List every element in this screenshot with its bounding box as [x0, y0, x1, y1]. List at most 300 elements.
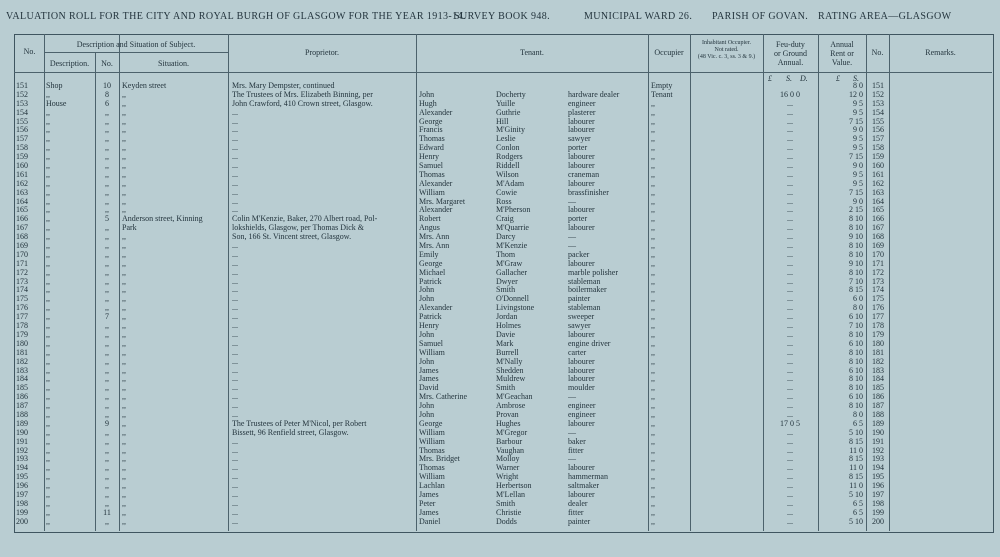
row-feu-duty: ...	[787, 348, 793, 357]
row-tenant-trade: saltmaker	[568, 482, 600, 491]
row-situation: ,,	[122, 446, 126, 455]
row-number-right: 160	[872, 162, 884, 171]
row-situation: ,,	[122, 144, 126, 153]
row-tenant-trade: packer	[568, 250, 590, 259]
row-tenant-surname: Gallacher	[496, 268, 528, 277]
row-occupier: ,,	[651, 348, 655, 357]
row-number-right: 159	[872, 153, 884, 162]
row-subject-number: ,,	[105, 126, 109, 135]
row-number: 162	[16, 179, 28, 188]
row-annual-rent: 11 0	[849, 446, 863, 455]
row-number-right: 172	[872, 268, 884, 277]
row-feu-duty: ...	[787, 259, 793, 268]
row-occupier: ,,	[651, 455, 655, 464]
row-situation: ,,	[122, 179, 126, 188]
row-proprietor: ...	[232, 410, 238, 419]
row-tenant-forename: James	[419, 366, 439, 375]
row-situation: ,,	[122, 490, 126, 499]
row-feu-duty: ...	[787, 206, 793, 215]
row-feu-duty: ...	[787, 473, 793, 482]
row-situation: Anderson street, Kinning	[122, 215, 203, 224]
row-subject-number: ,,	[105, 233, 109, 242]
row-feu-duty: ...	[787, 330, 793, 339]
table-row	[0, 420, 1000, 429]
row-subject-number: ,,	[105, 188, 109, 197]
row-description: ,,	[46, 224, 50, 233]
row-number: 192	[16, 446, 28, 455]
row-tenant-trade: —	[568, 197, 576, 206]
header-situation: Situation.	[158, 59, 189, 68]
header-proprietor: Proprietor.	[305, 48, 339, 57]
row-tenant-forename: Mrs. Bridget	[419, 455, 460, 464]
row-tenant-surname: Docherty	[496, 90, 526, 99]
row-description: ,,	[46, 188, 50, 197]
row-situation: ,,	[122, 206, 126, 215]
row-proprietor: ...	[232, 108, 238, 117]
row-tenant-surname: Jordan	[496, 313, 518, 322]
table-row	[0, 269, 1000, 278]
row-subject-number: ,,	[105, 277, 109, 286]
row-number-right: 184	[872, 375, 884, 384]
row-number: 167	[16, 224, 28, 233]
row-annual-rent: 8 10	[849, 348, 863, 357]
row-number-right: 185	[872, 384, 884, 393]
row-feu-duty: ...	[787, 482, 793, 491]
row-annual-rent: 8 15	[849, 437, 863, 446]
row-occupier: ,,	[651, 215, 655, 224]
row-proprietor: ...	[232, 366, 238, 375]
row-description: ,,	[46, 499, 50, 508]
row-proprietor: ...	[232, 455, 238, 464]
row-subject-number: ,,	[105, 446, 109, 455]
row-situation: ,,	[122, 330, 126, 339]
header-no: No.	[23, 47, 36, 56]
row-description: ,,	[46, 197, 50, 206]
row-tenant-forename: Samuel	[419, 339, 443, 348]
row-number-right: 197	[872, 490, 884, 499]
row-occupier: ,,	[651, 170, 655, 179]
row-situation: ,,	[122, 250, 126, 259]
row-tenant-surname: Dwyer	[496, 277, 518, 286]
row-number: 182	[16, 357, 28, 366]
row-situation: ,,	[122, 339, 126, 348]
row-tenant-trade: —	[568, 233, 576, 242]
row-tenant-trade: labourer	[568, 259, 595, 268]
row-tenant-surname: Guthrie	[496, 108, 521, 117]
row-proprietor: ...	[232, 330, 238, 339]
row-tenant-forename: Edward	[419, 144, 444, 153]
row-tenant-forename: John	[419, 330, 435, 339]
row-situation: ,,	[122, 259, 126, 268]
header-sub-no: No.	[101, 59, 113, 68]
row-feu-duty: ...	[787, 410, 793, 419]
row-tenant-forename: John	[419, 402, 435, 411]
row-number: 156	[16, 126, 28, 135]
row-description: ,,	[46, 295, 50, 304]
row-description: ,,	[46, 108, 50, 117]
row-tenant-trade: labourer	[568, 206, 595, 215]
table-row	[0, 171, 1000, 180]
row-annual-rent: 8 10	[849, 250, 863, 259]
title-parish: PARISH OF GOVAN.	[712, 11, 809, 22]
row-proprietor: ...	[232, 339, 238, 348]
row-number-right: 186	[872, 393, 884, 402]
row-number-right: 182	[872, 357, 884, 366]
row-description: ,,	[46, 517, 50, 526]
row-occupier: ,,	[651, 144, 655, 153]
row-feu-duty: ...	[787, 144, 793, 153]
row-occupier: ,,	[651, 179, 655, 188]
table-row	[0, 109, 1000, 118]
row-proprietor: ...	[232, 268, 238, 277]
row-occupier: ,,	[651, 375, 655, 384]
row-tenant-forename: John	[419, 357, 435, 366]
document-title	[0, 8, 1000, 28]
row-occupier: ,,	[651, 322, 655, 331]
row-description: House	[46, 99, 67, 108]
row-subject-number: 10	[103, 82, 111, 90]
row-number: 160	[16, 162, 28, 171]
row-number: 191	[16, 437, 28, 446]
row-situation: Park	[122, 224, 137, 233]
row-tenant-trade: labourer	[568, 224, 595, 233]
row-tenant-surname: Wright	[496, 473, 519, 482]
row-subject-number: ,,	[105, 153, 109, 162]
row-occupier: ,,	[651, 473, 655, 482]
row-proprietor: Colin M'Kenzie, Baker, 270 Albert road, Pol-	[232, 215, 378, 224]
row-number-right: 194	[872, 464, 884, 473]
row-annual-rent: 8 10	[849, 242, 863, 251]
row-occupier: ,,	[651, 295, 655, 304]
row-number: 161	[16, 170, 28, 179]
row-tenant-forename: Michael	[419, 268, 446, 277]
row-feu-duty: ...	[787, 393, 793, 402]
row-occupier: Tenant	[651, 90, 673, 99]
row-annual-rent: 9 5	[853, 135, 863, 144]
row-situation: ,,	[122, 410, 126, 419]
row-tenant-surname: M'Lellan	[496, 490, 525, 499]
row-feu-duty: ...	[787, 339, 793, 348]
row-feu-duty: ...	[787, 384, 793, 393]
row-situation: ,,	[122, 393, 126, 402]
row-tenant-surname: Barbour	[496, 437, 523, 446]
row-description: ,,	[46, 419, 50, 428]
row-number: 154	[16, 108, 28, 117]
row-number-right: 162	[872, 179, 884, 188]
table-row	[0, 260, 1000, 269]
row-situation: ,,	[122, 242, 126, 251]
row-description: ,,	[46, 170, 50, 179]
row-number-right: 165	[872, 206, 884, 215]
row-feu-duty: ...	[787, 517, 793, 526]
table-row	[0, 286, 1000, 295]
row-number-right: 163	[872, 188, 884, 197]
row-number-right: 168	[872, 233, 884, 242]
row-occupier: ,,	[651, 108, 655, 117]
row-tenant-trade: sawyer	[568, 135, 591, 144]
row-tenant-trade: fitter	[568, 446, 584, 455]
table-row	[0, 313, 1000, 322]
row-annual-rent: 5 10	[849, 428, 863, 437]
row-tenant-trade: hammerman	[568, 473, 608, 482]
row-proprietor: ...	[232, 446, 238, 455]
row-number-right: 179	[872, 330, 884, 339]
row-description: ,,	[46, 473, 50, 482]
table-row	[0, 126, 1000, 135]
row-occupier: ,,	[651, 277, 655, 286]
row-tenant-trade: labourer	[568, 464, 595, 473]
row-tenant-surname: Smith	[496, 286, 516, 295]
header-feu-duty: Feu-duty	[776, 40, 805, 49]
row-tenant-trade: porter	[568, 215, 588, 224]
table-row	[0, 162, 1000, 171]
row-number: 199	[16, 508, 28, 517]
row-situation: ,,	[122, 419, 126, 428]
row-feu-duty: ...	[787, 108, 793, 117]
row-number-right: 199	[872, 508, 884, 517]
row-subject-number: ,,	[105, 410, 109, 419]
table-row	[0, 242, 1000, 251]
table-row	[0, 455, 1000, 464]
row-annual-rent: 7 15	[849, 188, 863, 197]
row-tenant-trade: dealer	[568, 499, 588, 508]
row-subject-number: ,,	[105, 348, 109, 357]
row-tenant-trade: —	[568, 242, 576, 251]
row-situation: ,,	[122, 375, 126, 384]
table-row	[0, 224, 1000, 233]
row-tenant-surname: Cowie	[496, 188, 517, 197]
row-number: 198	[16, 499, 28, 508]
row-description: ,,	[46, 464, 50, 473]
row-proprietor: ...	[232, 277, 238, 286]
header-annual: Annual.	[777, 58, 804, 67]
row-tenant-forename: Mrs. Ann	[419, 233, 450, 242]
row-annual-rent: 8 10	[849, 268, 863, 277]
row-number-right: 152	[872, 90, 884, 99]
table-row	[0, 464, 1000, 473]
row-occupier: ,,	[651, 499, 655, 508]
row-tenant-forename: George	[419, 259, 443, 268]
row-number: 166	[16, 215, 28, 224]
row-number-right: 178	[872, 322, 884, 331]
row-feu-duty: ...	[787, 286, 793, 295]
row-subject-number: ,,	[105, 304, 109, 313]
row-tenant-trade: boilermaker	[568, 286, 607, 295]
row-number: 181	[16, 348, 28, 357]
row-tenant-surname: Christie	[496, 508, 522, 517]
row-number: 170	[16, 250, 28, 259]
row-annual-rent: 9 10	[849, 259, 863, 268]
row-situation: ,,	[122, 108, 126, 117]
row-number: 175	[16, 295, 28, 304]
row-situation: ,,	[122, 170, 126, 179]
row-annual-rent: 6 5	[853, 499, 863, 508]
row-tenant-surname: Davie	[496, 330, 516, 339]
table-row	[0, 180, 1000, 189]
row-annual-rent: 9 10	[849, 233, 863, 242]
row-proprietor: The Trustees of Mrs. Elizabeth Binning, per	[232, 90, 373, 99]
row-number: 169	[16, 242, 28, 251]
row-annual-rent: 8 10	[849, 384, 863, 393]
row-subject-number: ,,	[105, 357, 109, 366]
row-feu-duty: ...	[787, 170, 793, 179]
row-feu-duty: ...	[787, 499, 793, 508]
table-row	[0, 206, 1000, 215]
row-number: 171	[16, 259, 28, 268]
table-row	[0, 358, 1000, 367]
row-feu-duty: ...	[787, 295, 793, 304]
row-tenant-forename: James	[419, 490, 439, 499]
header-rule	[14, 72, 992, 73]
pounds-unit: £	[768, 74, 772, 83]
row-subject-number: ,,	[105, 375, 109, 384]
row-subject-number: ,,	[105, 197, 109, 206]
table-row	[0, 135, 1000, 144]
header-tenant: Tenant.	[520, 48, 544, 57]
row-number-right: 174	[872, 286, 884, 295]
row-tenant-surname: Craig	[496, 215, 514, 224]
row-situation: ,,	[122, 455, 126, 464]
row-proprietor: ...	[232, 313, 238, 322]
row-annual-rent: 5 10	[849, 490, 863, 499]
row-subject-number: ,,	[105, 517, 109, 526]
row-annual-rent: 7 10	[849, 277, 863, 286]
row-proprietor: ...	[232, 322, 238, 331]
row-annual-rent: 9 5	[853, 99, 863, 108]
row-tenant-trade: marble polisher	[568, 268, 618, 277]
row-number-right: 196	[872, 482, 884, 491]
row-proprietor: Son, 166 St. Vincent street, Glasgow.	[232, 233, 352, 242]
row-situation: ,,	[122, 277, 126, 286]
shillings-unit: S.	[853, 74, 859, 83]
row-number: 152	[16, 90, 28, 99]
row-description: ,,	[46, 179, 50, 188]
row-tenant-surname: Smith	[496, 384, 516, 393]
row-tenant-forename: William	[419, 188, 445, 197]
table-row	[0, 473, 1000, 482]
row-feu-duty: ...	[787, 304, 793, 313]
row-description: ,,	[46, 313, 50, 322]
row-number: 187	[16, 402, 28, 411]
row-subject-number: ,,	[105, 339, 109, 348]
row-tenant-forename: Thomas	[419, 170, 445, 179]
row-description: ,,	[46, 268, 50, 277]
row-description: ,,	[46, 322, 50, 331]
row-proprietor: ...	[232, 384, 238, 393]
row-tenant-surname: M'Graw	[496, 259, 523, 268]
table-row	[0, 331, 1000, 340]
row-proprietor: ...	[232, 170, 238, 179]
row-occupier: ,,	[651, 313, 655, 322]
row-tenant-surname: Provan	[496, 410, 519, 419]
row-situation: ,,	[122, 197, 126, 206]
row-number-right: 181	[872, 348, 884, 357]
row-situation: ,,	[122, 437, 126, 446]
row-subject-number: ,,	[105, 499, 109, 508]
row-tenant-forename: James	[419, 508, 439, 517]
row-annual-rent: 8 10	[849, 375, 863, 384]
row-subject-number: ,,	[105, 268, 109, 277]
row-situation: ,,	[122, 473, 126, 482]
row-proprietor: ...	[232, 304, 238, 313]
row-proprietor: ...	[232, 250, 238, 259]
row-situation: ,,	[122, 135, 126, 144]
row-description: ,,	[46, 277, 50, 286]
title-roll: VALUATION ROLL FOR THE CITY AND ROYAL BURGH OF GLASGOW FOR THE YEAR 1913-14.	[6, 11, 466, 22]
row-number-right: 190	[872, 428, 884, 437]
row-tenant-trade: baker	[568, 437, 586, 446]
row-tenant-surname: M'Gregor	[496, 428, 528, 437]
row-situation: Keyden street	[122, 82, 167, 90]
row-tenant-forename: Alexander	[419, 304, 453, 313]
row-subject-number: ,,	[105, 455, 109, 464]
row-description: ,,	[46, 144, 50, 153]
row-proprietor: ...	[232, 162, 238, 171]
row-tenant-surname: Dodds	[496, 517, 517, 526]
row-occupier: ,,	[651, 126, 655, 135]
row-description: ,,	[46, 162, 50, 171]
row-subject-number: 7	[105, 313, 109, 322]
row-tenant-surname: M'Adam	[496, 179, 525, 188]
row-tenant-surname: Shedden	[496, 366, 524, 375]
row-situation: ,,	[122, 464, 126, 473]
row-proprietor: ...	[232, 135, 238, 144]
row-tenant-trade: labourer	[568, 490, 595, 499]
row-proprietor: ...	[232, 153, 238, 162]
row-description: ,,	[46, 242, 50, 251]
table-row	[0, 429, 1000, 438]
row-feu-duty: ...	[787, 268, 793, 277]
row-tenant-trade: labourer	[568, 375, 595, 384]
row-tenant-trade: porter	[568, 144, 588, 153]
row-subject-number: 9	[105, 419, 109, 428]
row-situation: ,,	[122, 286, 126, 295]
row-occupier: ,,	[651, 206, 655, 215]
row-description: ,,	[46, 410, 50, 419]
row-annual-rent: 9 5	[853, 108, 863, 117]
row-subject-number: ,,	[105, 117, 109, 126]
row-number: 163	[16, 188, 28, 197]
row-subject-number: ,,	[105, 259, 109, 268]
row-tenant-surname: Riddell	[496, 162, 520, 171]
row-situation: ,,	[122, 366, 126, 375]
row-occupier: ,,	[651, 99, 655, 108]
row-number-right: 164	[872, 197, 884, 206]
row-description: ,,	[46, 437, 50, 446]
row-tenant-forename: Lachlan	[419, 482, 445, 491]
table-body	[0, 82, 1000, 527]
row-number: 164	[16, 197, 28, 206]
row-proprietor: The Trustees of Peter M'Nicol, per Robert	[232, 419, 367, 428]
table-row	[0, 215, 1000, 224]
row-tenant-forename: Mrs. Margaret	[419, 197, 466, 206]
row-occupier: ,,	[651, 188, 655, 197]
header-annual-rent: Annual	[830, 40, 854, 49]
row-tenant-forename: William	[419, 348, 445, 357]
table-row	[0, 144, 1000, 153]
row-tenant-forename: Peter	[419, 499, 436, 508]
row-tenant-trade: labourer	[568, 153, 595, 162]
row-occupier: ,,	[651, 517, 655, 526]
row-annual-rent: 9 5	[853, 170, 863, 179]
row-number-right: 177	[872, 313, 884, 322]
row-occupier: ,,	[651, 268, 655, 277]
row-occupier: ,,	[651, 197, 655, 206]
row-proprietor: ...	[232, 144, 238, 153]
row-occupier: ,,	[651, 259, 655, 268]
row-situation: ,,	[122, 384, 126, 393]
row-proprietor: ...	[232, 402, 238, 411]
